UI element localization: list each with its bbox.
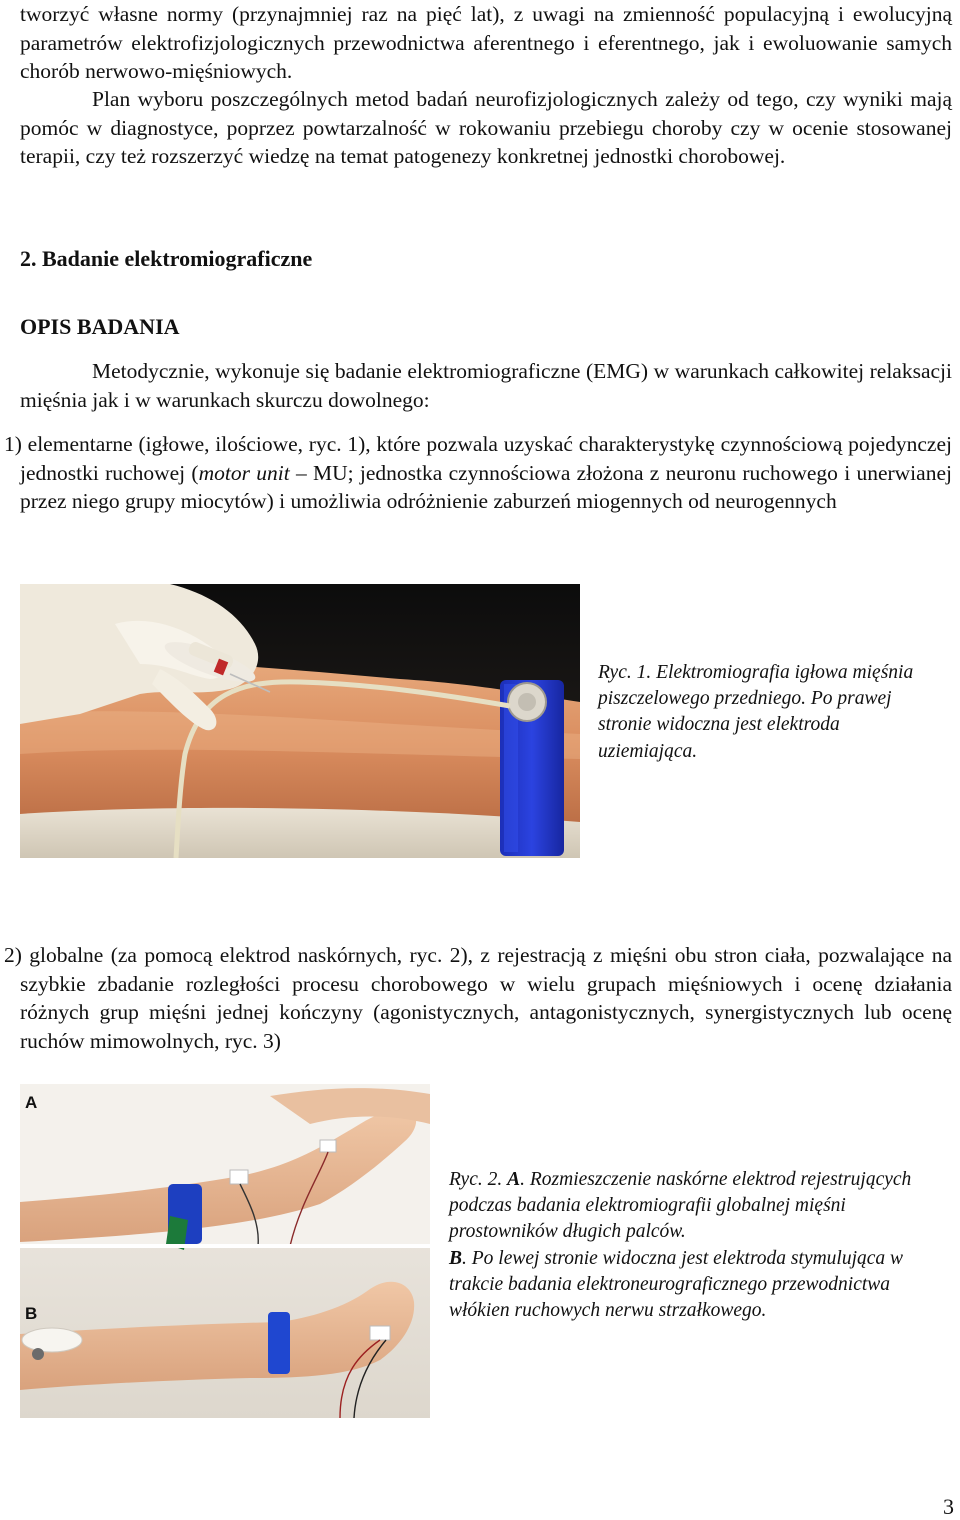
list-item-elementary-text-a: 1) elementarne (igłowe, ilościowe, ryc. 1), które pozwala uzyskać charakterystykę czynnościową pojedynczej jednostki ruchowej ( bbox=[4, 432, 952, 485]
figure-2-panel-a-label: A bbox=[25, 1093, 38, 1112]
subsection-heading: OPIS BADANIA bbox=[20, 314, 180, 339]
paragraph-plan: Plan wyboru poszczególnych metod badań neurofizjologicznych zależy od tego, czy wyniki mają pomóc w diagnostyce, poprzez powtarzalność w rokowaniu przebiegu choroby czy w ocenie stosowanej terapii, czy też rozszerzyć wiedzę na temat patogenezy konkretnej jednostki chorobowej. bbox=[20, 87, 952, 169]
needle-emg-illustration bbox=[20, 584, 580, 858]
list-item-elementary-text-b: – MU; jednostka czynnościowa złożona z neuronu ruchowego i unerwianej przez niego grupy miocytów) i umożliwia odróżnienie zaburzeń miogennych od neurogennych bbox=[20, 460, 952, 514]
motor-unit-term: motor unit bbox=[198, 460, 290, 485]
list-item-global: 2) globalne (za pomocą elektrod naskórnych, ryc. 2), z rejestracją z mięśni obu stron ciała, pozwalające na szybkie zbadanie rozległości procesu chorobowego w wielu grupach mięśniowych i ocenę działania różnych grup mięśni jednej kończyny (agonistycznych, antagonistycznych, synergistycznych lub ocenę ruchów mimowolnych, ryc. 3) bbox=[4, 943, 952, 1053]
surface-emg-illustration bbox=[20, 1084, 430, 1418]
figure-2-caption-a-text: . Rozmieszczenie naskórne elektrod rejestrujących podczas badania elektromiografii globalnej mięśni prostowników długich palców. bbox=[449, 1169, 912, 1243]
paragraph-norms: tworzyć własne normy (przynajmniej raz na pięć lat), z uwagi na zmienność populacyjną i ewolucyjną parametrów elektrofizjologicznych przewodnictwa aferentnego i eferentnego, jak i ewoluowanie samych chorób nerwowo-mięśniowych. bbox=[20, 2, 952, 84]
figure-2-caption-b-text: . Po lewej stronie widoczna jest elektroda stymulująca w trakcie badania elektroneurograficznego przewodnictwa włókien ruchowych nerwu strzałkowego. bbox=[449, 1247, 904, 1322]
figure-2-panel-b-label: B bbox=[25, 1304, 38, 1323]
figure-1-needle-emg-photo bbox=[20, 584, 580, 858]
paragraph-method: Metodycznie, wykonuje się badanie elektromiograficzne (EMG) w warunkach całkowitej relaksacji mięśnia jak i w warunkach skurczu dowolnego: bbox=[20, 359, 952, 412]
figure-1-caption: Ryc. 1. Elektromiografia igłowa mięśnia piszczelowego przedniego. Po prawej stronie widoczna jest elektroda uziemiająca. bbox=[598, 662, 914, 762]
list-item-elementary bbox=[4, 430, 952, 516]
page-number: 3 bbox=[943, 1494, 954, 1519]
figure-2-caption-b-marker: B bbox=[449, 1247, 463, 1269]
figure-2-caption bbox=[449, 1167, 919, 1324]
section-heading: 2. Badanie elektromiograficzne bbox=[20, 246, 313, 271]
figure-2-surface-emg-photo bbox=[20, 1084, 430, 1418]
figure-2-caption-prefix: Ryc. 2. bbox=[449, 1169, 508, 1190]
figure-2-caption-a-marker: A bbox=[507, 1169, 521, 1190]
